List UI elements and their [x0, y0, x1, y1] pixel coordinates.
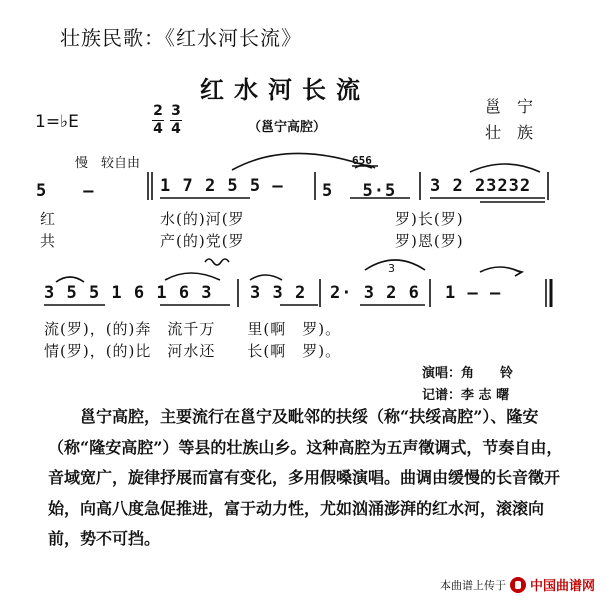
- lyric-verse-1: 罗)长(罗): [395, 210, 464, 228]
- recorder-credit: [422, 384, 509, 403]
- score-note-group: 3 5 5 1 6 1 6 3: [44, 283, 213, 303]
- lyric-verse-2: 情(罗)，(的)比 河水还 长(啊 罗)。: [44, 342, 342, 360]
- lyric-verse-2: 罗)恩(罗): [395, 232, 464, 250]
- grace-notes: 656: [352, 154, 372, 167]
- description-paragraph: [48, 402, 568, 555]
- singer-name: 角 铃: [461, 366, 514, 381]
- lyric-verse-2: 产(的)党(罗: [160, 232, 245, 250]
- slur: [232, 153, 372, 170]
- slur: [480, 267, 520, 272]
- slur: [165, 273, 220, 280]
- singer-credit: [422, 362, 513, 381]
- triplet-marker: 3: [388, 262, 395, 275]
- score-note-group: 5 5·5: [322, 181, 397, 201]
- slur: [365, 260, 425, 270]
- slur: [250, 275, 282, 280]
- slur: [470, 164, 540, 172]
- score-note-group: 3 2 23232: [430, 176, 532, 196]
- lyric-verse-1: 红: [40, 210, 57, 228]
- footer-brand: 中国曲谱网: [529, 579, 595, 594]
- lyric-verse-1: 水(的)河(罗: [160, 210, 245, 228]
- score-note-group: 2· 3 2 6: [330, 283, 420, 303]
- slur-arrow: [515, 270, 522, 276]
- header-text: 壮族民歌：《红水河长流》: [60, 26, 302, 50]
- song-title: 红水河长流: [200, 75, 370, 104]
- time-sig-denominator: 4: [171, 121, 181, 137]
- description-text: 邕宁高腔，主要流行在邕宁及毗邻的扶绥（称“扶绥高腔”）、隆安（称“隆安高腔”）等县的壮族山乡。这种高腔为五声徵调式，节奏自由，音域宽广，旋律抒展而富有变化，多用假嗓演唱。曲调由缓慢的长音徵开始，向高八度急促推进，富于动力性，尤如汹涌澎湃的红水河，滚滚向前，势不可挡。: [48, 407, 563, 548]
- time-sig-denominator: 4: [153, 121, 163, 137]
- song-subtitle: （邕宁高腔）: [248, 120, 327, 135]
- ethnicity-label: 壮 族: [485, 123, 534, 142]
- key-signature: 1=♭E: [35, 112, 79, 132]
- singer-label: 演唱：: [422, 366, 462, 381]
- site-logo-icon: [510, 577, 526, 593]
- slur: [56, 277, 84, 282]
- recorder-name: 李 志 曙: [461, 388, 510, 403]
- footer-watermark: [440, 575, 595, 594]
- score-note-group: 5 —: [36, 181, 95, 201]
- region-label: 邕 宁: [485, 97, 534, 116]
- score-note-group: 1 7 2 5 5 —: [160, 176, 284, 196]
- score-note-group: 1 — —: [445, 283, 502, 303]
- score-note-group: 3 3 2: [250, 283, 307, 303]
- time-sig-numerator: 2: [153, 103, 163, 119]
- time-sig-numerator: 3: [171, 103, 181, 119]
- tempo-marking: 慢 较自由: [75, 156, 141, 171]
- lyric-verse-2: 共: [40, 232, 57, 250]
- recorder-label: 记谱：: [422, 388, 462, 403]
- lyric-verse-1: 流(罗)，(的)奔 流千万 里(啊 罗)。: [44, 320, 342, 338]
- trill-mark: [205, 259, 229, 265]
- footer-text: 本曲谱上传于: [439, 578, 506, 592]
